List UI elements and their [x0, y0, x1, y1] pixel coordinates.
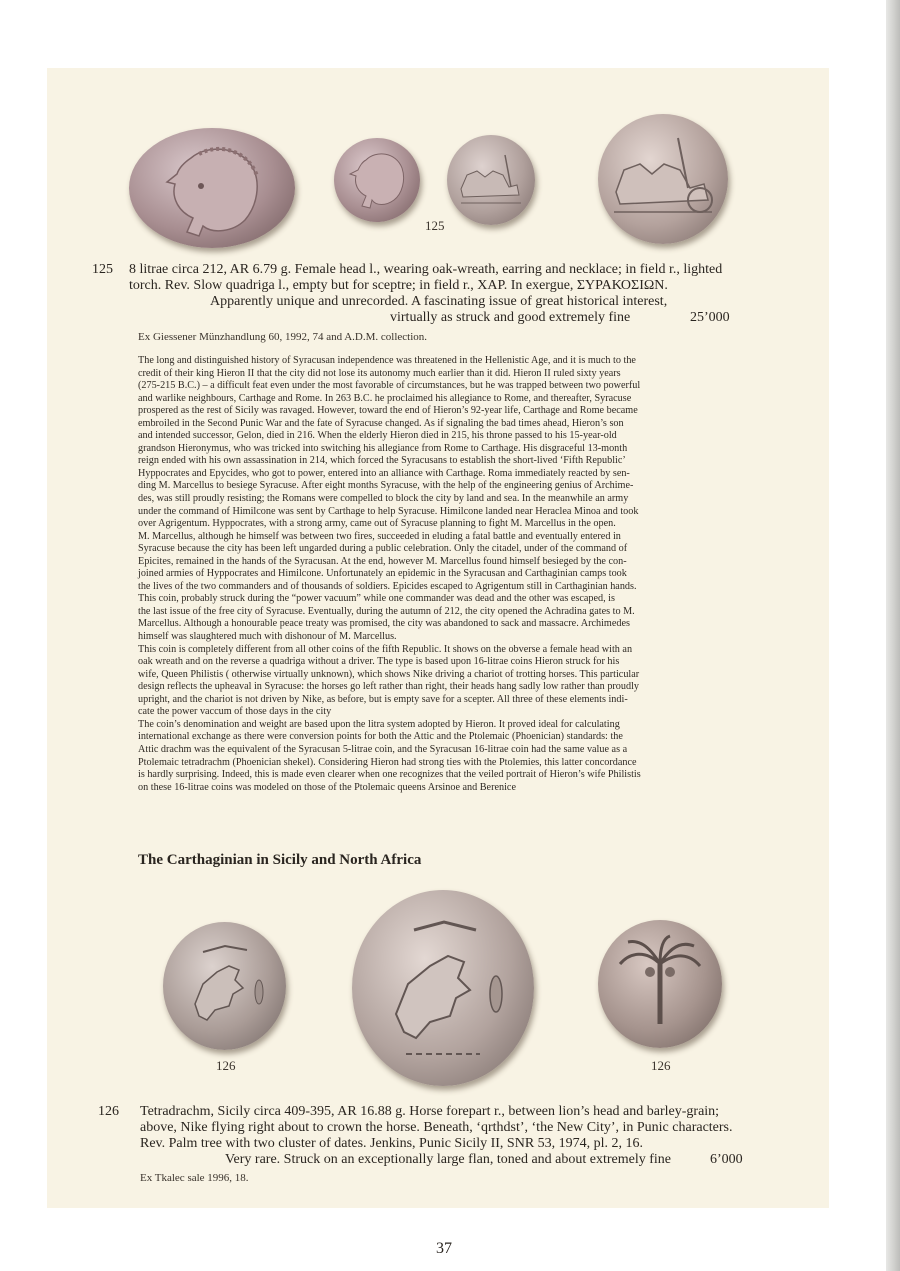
essay-line: embroiled in the Second Punic War and the fate of Syracuse changed. As if signaling the bad times ahead, Hieron’s son	[138, 417, 624, 429]
essay-line: This coin, probably struck during the “power vacuum” while one commander was dead and the other was escaped, is	[138, 593, 615, 605]
female-head-left-icon	[129, 128, 295, 248]
essay-line: design reflects the upheaval in Syracuse: the horses go left rather than right, their heads hang sadly low rather than proudly	[138, 681, 640, 693]
description-line: above, Nike flying right about to crown the horse. Beneath, ‘qrthdst’, ‘the New City’, in Punic characters.	[140, 1120, 733, 1135]
essay-line: wife, Queen Philistis ( otherwise virtually unknown), which shows Nike driving a chariot of trotting horses. This particular	[138, 668, 640, 680]
palm-tree-icon	[598, 920, 722, 1048]
essay-line: himself was slaughtered much with dishonour of M. Marcellus.	[138, 631, 397, 643]
page-number: 37	[436, 1240, 452, 1257]
description-line: Tetradrachm, Sicily circa 409-395, AR 16.88 g. Horse forepart r., between lion’s head and barley-grain;	[140, 1104, 720, 1119]
coin-126-obverse-enlarged	[352, 890, 534, 1086]
quadriga-left-icon	[598, 114, 728, 244]
quadriga-left-icon	[447, 135, 535, 225]
coin-125-reverse	[447, 135, 535, 225]
plate-label-126-right: 126	[651, 1058, 671, 1073]
horse-forepart-icon	[352, 890, 534, 1086]
essay-line: the last issue of the free city of Syracuse. Eventually, during the autumn of 212, the city opened the Achradina gates to M.	[138, 605, 635, 617]
provenance-125: Ex Giessener Münzhandlung 60, 1992, 74 and A.D.M. collection.	[138, 331, 428, 343]
essay-line: des, was still proudly resisting; the Romans were compelled to block the city by land and sea. In the meanwhile an army	[138, 493, 629, 505]
lot-description-126	[140, 1104, 733, 1152]
essay-line: and warlike neighbours, Carthage and Rome. In 263 B.C. he proclaimed his allegiance to Rome, and thereafter, Syracuse	[138, 392, 632, 404]
essay-line: (275-215 B.C.) – a difficult feat even under the most favorable of circumstances, but he was trapped between two powerful	[138, 380, 641, 392]
essay-line: the lives of the two commanders and of thousands of soldiers. Epicides escaped to Agrigentum still in Carthaginian hands.	[138, 580, 637, 592]
essay-line: is hardly surprising. Indeed, this is made even clearer when one recognizes that the veiled portrait of Hieron’s wife Philistis	[138, 769, 641, 781]
historical-essay	[138, 355, 746, 794]
condition-126: Very rare. Struck on an exceptionally large flan, toned and about extremely fine	[225, 1152, 672, 1167]
essay-line: Ptolemaic tetradrachm (Phoenician shekel). Considering Hieron had strong ties with the Ptolemies, this latter concordance	[138, 756, 637, 768]
essay-line: international exchange as there were conversion points for both the Attic and the Ptolemaic (Phoenician) standards: the	[138, 731, 623, 743]
essay-line: The long and distinguished history of Syracusan independence was threatened in the Hellenistic Age, and it is much to the	[138, 355, 636, 366]
coin-126-obverse	[163, 922, 286, 1050]
essay-line: Marcellus. Although a honourable peace treaty was promised, the city was abandoned to sack and massacre. Archimedes	[138, 618, 630, 630]
essay-line: oak wreath and on the reverse a quadriga without a driver. The type is based upon 16-litrae coins Hieron struck for his	[138, 656, 620, 668]
essay-line: The coin’s denomination and weight are based upon the litra system adopted by Hieron. It proved ideal for calculating	[138, 718, 620, 730]
page-edge	[886, 0, 900, 1271]
essay-line: and intended successor, Gelon, died in 216. When the elderly Hieron died in 215, his throne passed to his 15-year-old	[138, 430, 617, 442]
essay-line: ding M. Marcellus to besiege Syracuse. After eight months Syracuse, with the help of the engineering genius of Archime-	[138, 480, 634, 492]
coin-125-obverse	[334, 138, 420, 222]
essay-line: upright, and the chariot is not driven by Nike, as before, but is empty save for a scepter. All three of these elements indi-	[138, 693, 628, 705]
essay-line: reign ended with his own assassination in 214, which forced the Syracusans to establish the short-lived ‘Fifth Republic’	[138, 455, 626, 467]
plate-label-126-left: 126	[216, 1058, 236, 1073]
essay-line: Hyppocrates and Epycides, who got to power, entered into an alliance with Carthage. Roma immediately reacted by sen-	[138, 467, 630, 479]
coin-125-reverse-enlarged	[598, 114, 728, 244]
condition-line: virtually as struck and good extremely fine	[390, 310, 631, 325]
essay-line: Syracuse because the city has been left ungarded during a public celebration. Only the citadel, under of the command of	[138, 543, 628, 555]
section-heading: The Carthaginian in Sicily and North Africa	[138, 852, 422, 868]
description-line: Rev. Palm tree with two cluster of dates. Jenkins, Punic Sicily II, SNR 53, 1974, pl. 2, 16.	[140, 1136, 644, 1151]
essay-line: Epicites, remained in the hands of the Syracusan. At the end, however M. Marcellus found himself besieged by the con-	[138, 555, 627, 567]
female-head-left-icon	[334, 138, 420, 222]
lot-description-125	[129, 262, 722, 294]
essay-line: This coin is completely different from all other coins of the fifth Republic. It shows on the obverse a female head with an	[138, 643, 633, 655]
essay-line: Attic drachm was the equivalent of the Syracusan 5-litrae coin, and the Syracusan 16-litrae coin had the same value as a	[138, 743, 628, 755]
coin-126-reverse	[598, 920, 722, 1048]
essay-line: grandson Hieronymus, who was tricked into switching his allegiance from Rome to Carthage. His disgraceful 13-month	[138, 442, 628, 454]
essay-line: credit of their king Hieron II that the city did not lose its autonomy much earlier than it did. Hieron II ruled sixty years	[138, 367, 621, 379]
provenance-126: Ex Tkalec sale 1996, 18.	[140, 1172, 249, 1184]
essay-line: over Agrigentum. Hyppocrates, with a strong army, came out of Syracuse planning to fight M. Marcellus in the open.	[138, 518, 616, 530]
condition-line: Apparently unique and unrecorded. A fascinating issue of great historical interest,	[210, 294, 668, 309]
horse-forepart-icon	[163, 922, 286, 1050]
essay-line: cate the power vaccum of those days in the city	[138, 706, 332, 718]
essay-line: prospered as the rest of Sicily was ravaged. However, toward the end of Hieron’s 92-year life, Carthage and Rome became	[138, 405, 638, 417]
coin-125-obverse-enlarged	[129, 128, 295, 248]
price-125: 25’000	[690, 310, 730, 325]
essay-line: under the command of Himilcone was sent by Carthage to help Syracuse. Himilcone landed near Heraclea Minoa and took	[138, 505, 639, 517]
price-126: 6’000	[710, 1152, 743, 1167]
plate-label-125: 125	[425, 218, 445, 233]
lot-number-125: 125	[92, 262, 113, 277]
description-line: 8 litrae circa 212, AR 6.79 g. Female head l., wearing oak-wreath, earring and necklace; in field r., lighted	[129, 262, 723, 277]
description-line: torch. Rev. Slow quadriga l., empty but for sceptre; in field r., XAP. In exergue, ΣΥΡΑΚΟΣΙΩΝ.	[129, 278, 668, 293]
essay-line: joined armies of Hyppocrates and Himilcone. Unfortunately an epidemic in the Syracusan and Carthaginian camps took	[138, 568, 627, 580]
lot-number-126: 126	[98, 1104, 119, 1119]
essay-line: M. Marcellus, although he himself was between two fires, succeeded in eluding a fatal battle and eventually entered in	[138, 530, 621, 542]
essay-line: on these 16-litrae coins was modeled on those of the Ptolemaic queens Arsinoe and Berenice	[138, 781, 516, 793]
